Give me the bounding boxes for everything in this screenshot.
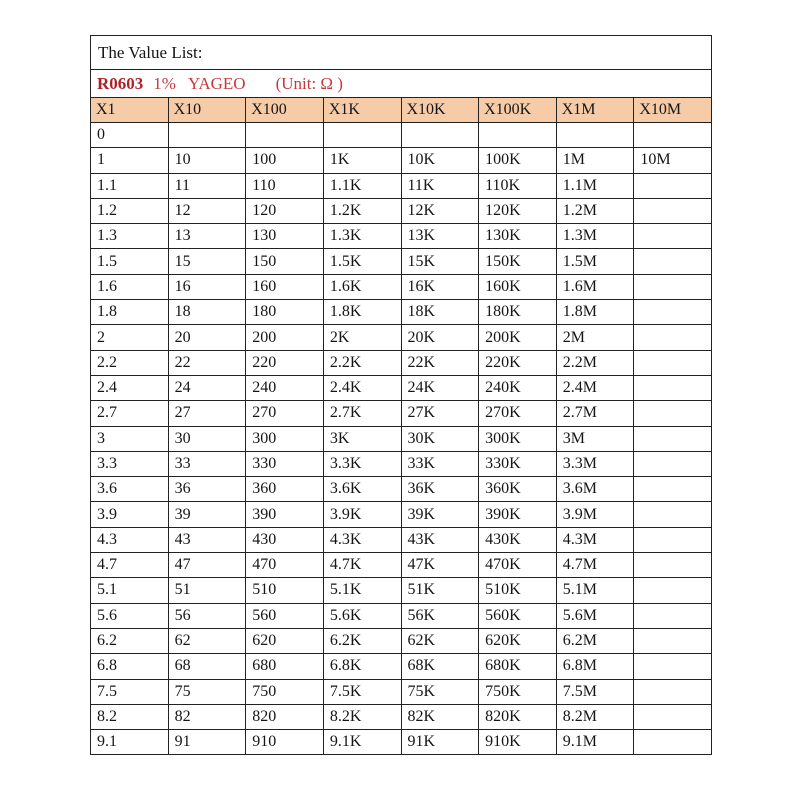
value-cell: 1.8M: [556, 300, 634, 325]
value-cell: 43K: [401, 527, 479, 552]
value-cell: 2.7K: [323, 401, 401, 426]
column-header: X100K: [479, 98, 557, 123]
value-cell: 2M: [556, 325, 634, 350]
table-row: [91, 249, 712, 274]
value-cell: 300: [246, 426, 324, 451]
value-cell: 1.2M: [556, 198, 634, 223]
value-cell: 330K: [479, 451, 557, 476]
value-cell: 2.2: [91, 350, 169, 375]
value-cell: 9.1: [91, 730, 169, 755]
value-cell: 4.7K: [323, 553, 401, 578]
page-title: The Value List:: [91, 36, 712, 70]
value-cell: 120: [246, 198, 324, 223]
value-cell: 36: [168, 477, 246, 502]
value-cell: 20K: [401, 325, 479, 350]
value-cell: 3.6: [91, 477, 169, 502]
value-cell: 1.5K: [323, 249, 401, 274]
value-cell: 1.6K: [323, 274, 401, 299]
value-cell: 360K: [479, 477, 557, 502]
value-cell: 47: [168, 553, 246, 578]
value-cell: 470K: [479, 553, 557, 578]
value-cell: 1.3K: [323, 224, 401, 249]
value-cell: 18K: [401, 300, 479, 325]
value-cell: 13K: [401, 224, 479, 249]
title-row: [91, 36, 712, 70]
value-cell: 2.2K: [323, 350, 401, 375]
column-header: X100: [246, 98, 324, 123]
table-row: [91, 578, 712, 603]
value-cell: 130K: [479, 224, 557, 249]
value-cell: 100K: [479, 148, 557, 173]
value-cell: 510K: [479, 578, 557, 603]
column-header: X10K: [401, 98, 479, 123]
value-cell: 11K: [401, 173, 479, 198]
value-cell: 100: [246, 148, 324, 173]
value-cell: 39: [168, 502, 246, 527]
table-row: [91, 451, 712, 476]
value-cell: [479, 123, 557, 148]
value-cell: 82: [168, 704, 246, 729]
value-cell: 360: [246, 477, 324, 502]
value-cell: 220: [246, 350, 324, 375]
value-cell: 10K: [401, 148, 479, 173]
value-cell: 110: [246, 173, 324, 198]
value-cell: 51K: [401, 578, 479, 603]
column-header: X1M: [556, 98, 634, 123]
value-cell: [634, 300, 712, 325]
value-cell: 39K: [401, 502, 479, 527]
value-cell: 200K: [479, 325, 557, 350]
value-cell: [634, 628, 712, 653]
value-cell: 62: [168, 628, 246, 653]
value-cell: 7.5K: [323, 679, 401, 704]
value-cell: 430K: [479, 527, 557, 552]
value-cell: 1.8: [91, 300, 169, 325]
value-cell: 62K: [401, 628, 479, 653]
value-cell: 27K: [401, 401, 479, 426]
table-row: [91, 325, 712, 350]
value-cell: 3.6M: [556, 477, 634, 502]
value-cell: 12K: [401, 198, 479, 223]
value-cell: 10M: [634, 148, 712, 173]
value-cell: [634, 249, 712, 274]
value-cell: 3.9M: [556, 502, 634, 527]
value-cell: [634, 730, 712, 755]
value-cell: 30: [168, 426, 246, 451]
value-cell: [634, 325, 712, 350]
value-cell: 56: [168, 603, 246, 628]
value-cell: 3.3: [91, 451, 169, 476]
value-cell: 1.6M: [556, 274, 634, 299]
value-cell: 4.3K: [323, 527, 401, 552]
value-cell: 12: [168, 198, 246, 223]
value-cell: 750: [246, 679, 324, 704]
tolerance-label: 1%: [153, 73, 176, 93]
value-cell: 11: [168, 173, 246, 198]
value-cell: 1.2: [91, 198, 169, 223]
value-cell: 4.3: [91, 527, 169, 552]
value-cell: 4.7: [91, 553, 169, 578]
value-cell: 7.5M: [556, 679, 634, 704]
value-cell: 22: [168, 350, 246, 375]
value-cell: 2.4M: [556, 375, 634, 400]
value-cell: 750K: [479, 679, 557, 704]
value-cell: 33K: [401, 451, 479, 476]
table-row: [91, 300, 712, 325]
value-cell: 270: [246, 401, 324, 426]
value-cell: 150: [246, 249, 324, 274]
value-cell: 6.2: [91, 628, 169, 653]
value-cell: [634, 375, 712, 400]
value-cell: 0: [91, 123, 169, 148]
value-cell: 3.6K: [323, 477, 401, 502]
value-cell: [634, 123, 712, 148]
value-cell: 200: [246, 325, 324, 350]
value-cell: 3.9K: [323, 502, 401, 527]
value-cell: 560K: [479, 603, 557, 628]
value-table: [90, 35, 712, 755]
value-cell: 5.1: [91, 578, 169, 603]
value-cell: [634, 451, 712, 476]
value-cell: 3: [91, 426, 169, 451]
value-cell: 1.2K: [323, 198, 401, 223]
value-cell: 43: [168, 527, 246, 552]
value-cell: 820K: [479, 704, 557, 729]
value-cell: 4.3M: [556, 527, 634, 552]
value-cell: 180: [246, 300, 324, 325]
value-cell: 18: [168, 300, 246, 325]
value-cell: 1.5: [91, 249, 169, 274]
value-cell: 120K: [479, 198, 557, 223]
value-cell: 2.4K: [323, 375, 401, 400]
table-row: [91, 224, 712, 249]
value-cell: [634, 502, 712, 527]
value-cell: [634, 578, 712, 603]
value-cell: [634, 401, 712, 426]
subtitle-row: [91, 70, 712, 98]
value-cell: 5.6: [91, 603, 169, 628]
value-cell: 5.6K: [323, 603, 401, 628]
value-cell: 75K: [401, 679, 479, 704]
value-cell: 1.1K: [323, 173, 401, 198]
value-cell: 2.2M: [556, 350, 634, 375]
value-cell: 330: [246, 451, 324, 476]
value-cell: 6.8K: [323, 654, 401, 679]
value-cell: 15: [168, 249, 246, 274]
value-cell: 3.3K: [323, 451, 401, 476]
value-cell: 20: [168, 325, 246, 350]
table-row: [91, 477, 712, 502]
value-cell: 27: [168, 401, 246, 426]
value-cell: 1K: [323, 148, 401, 173]
value-cell: 1M: [556, 148, 634, 173]
value-cell: 240K: [479, 375, 557, 400]
value-cell: 1: [91, 148, 169, 173]
value-cell: 130: [246, 224, 324, 249]
value-cell: 6.2M: [556, 628, 634, 653]
value-cell: 13: [168, 224, 246, 249]
value-cell: [634, 274, 712, 299]
value-cell: 160: [246, 274, 324, 299]
table-row: [91, 350, 712, 375]
value-cell: [168, 123, 246, 148]
value-cell: 620K: [479, 628, 557, 653]
value-cell: 10: [168, 148, 246, 173]
unit-label: (Unit: Ω ): [275, 73, 343, 93]
value-cell: 1.1: [91, 173, 169, 198]
value-cell: 430: [246, 527, 324, 552]
value-cell: [634, 603, 712, 628]
value-cell: 16: [168, 274, 246, 299]
value-cell: 560: [246, 603, 324, 628]
table-row: [91, 148, 712, 173]
value-cell: 82K: [401, 704, 479, 729]
column-header: X1K: [323, 98, 401, 123]
brand-label: YAGEO: [187, 73, 246, 93]
value-cell: [634, 173, 712, 198]
value-cell: 620: [246, 628, 324, 653]
column-header: X10: [168, 98, 246, 123]
value-cell: [634, 679, 712, 704]
value-cell: 36K: [401, 477, 479, 502]
column-header: X1: [91, 98, 169, 123]
table-row: [91, 274, 712, 299]
value-cell: 160K: [479, 274, 557, 299]
value-cell: 24K: [401, 375, 479, 400]
value-cell: 2.7M: [556, 401, 634, 426]
value-cell: 6.8M: [556, 654, 634, 679]
value-cell: 300K: [479, 426, 557, 451]
table-row: [91, 123, 712, 148]
column-header-row: [91, 98, 712, 123]
value-cell: 220K: [479, 350, 557, 375]
column-header: X10M: [634, 98, 712, 123]
value-cell: 5.1K: [323, 578, 401, 603]
value-cell: [323, 123, 401, 148]
value-cell: 390K: [479, 502, 557, 527]
table-row: [91, 173, 712, 198]
table-row: [91, 401, 712, 426]
value-cell: [556, 123, 634, 148]
value-cell: 9.1K: [323, 730, 401, 755]
value-cell: [634, 477, 712, 502]
value-cell: [634, 553, 712, 578]
value-cell: 6.2K: [323, 628, 401, 653]
subtitle: [91, 70, 712, 98]
value-cell: 51: [168, 578, 246, 603]
value-cell: [634, 224, 712, 249]
value-cell: 3.9: [91, 502, 169, 527]
part-code: R0603: [97, 73, 144, 93]
table-row: [91, 654, 712, 679]
value-cell: 91K: [401, 730, 479, 755]
value-cell: 240: [246, 375, 324, 400]
table-row: [91, 375, 712, 400]
value-cell: 8.2K: [323, 704, 401, 729]
value-cell: 5.1M: [556, 578, 634, 603]
value-cell: [634, 654, 712, 679]
value-cell: 22K: [401, 350, 479, 375]
value-cell: [634, 426, 712, 451]
value-cell: 270K: [479, 401, 557, 426]
value-cell: 47K: [401, 553, 479, 578]
value-cell: [401, 123, 479, 148]
value-cell: [634, 704, 712, 729]
value-cell: 6.8: [91, 654, 169, 679]
value-cell: 7.5: [91, 679, 169, 704]
table-row: [91, 426, 712, 451]
value-cell: 510: [246, 578, 324, 603]
value-cell: 2.7: [91, 401, 169, 426]
value-cell: 110K: [479, 173, 557, 198]
value-cell: 3K: [323, 426, 401, 451]
value-cell: [634, 350, 712, 375]
value-cell: 910K: [479, 730, 557, 755]
value-cell: [634, 527, 712, 552]
value-cell: 33: [168, 451, 246, 476]
value-cell: 8.2: [91, 704, 169, 729]
table-row: [91, 527, 712, 552]
value-cell: 1.3: [91, 224, 169, 249]
value-cell: 68K: [401, 654, 479, 679]
value-cell: 180K: [479, 300, 557, 325]
value-cell: 5.6M: [556, 603, 634, 628]
value-cell: 680: [246, 654, 324, 679]
value-cell: 24: [168, 375, 246, 400]
table-row: [91, 704, 712, 729]
value-cell: 2.4: [91, 375, 169, 400]
value-cell: 2K: [323, 325, 401, 350]
value-cell: 680K: [479, 654, 557, 679]
value-cell: 30K: [401, 426, 479, 451]
value-cell: 4.7M: [556, 553, 634, 578]
table-row: [91, 730, 712, 755]
value-cell: 56K: [401, 603, 479, 628]
table-row: [91, 502, 712, 527]
value-cell: 75: [168, 679, 246, 704]
value-cell: 3M: [556, 426, 634, 451]
value-cell: 1.3M: [556, 224, 634, 249]
table-row: [91, 628, 712, 653]
value-cell: 820: [246, 704, 324, 729]
table-row: [91, 198, 712, 223]
value-cell: 390: [246, 502, 324, 527]
value-cell: [246, 123, 324, 148]
value-cell: 150K: [479, 249, 557, 274]
value-cell: 15K: [401, 249, 479, 274]
value-cell: 91: [168, 730, 246, 755]
value-cell: 9.1M: [556, 730, 634, 755]
value-cell: 3.3M: [556, 451, 634, 476]
value-cell: 2: [91, 325, 169, 350]
value-cell: [634, 198, 712, 223]
value-cell: 1.8K: [323, 300, 401, 325]
value-cell: 16K: [401, 274, 479, 299]
table-row: [91, 603, 712, 628]
table-row: [91, 679, 712, 704]
value-cell: 1.6: [91, 274, 169, 299]
table-row: [91, 553, 712, 578]
value-cell: 68: [168, 654, 246, 679]
value-cell: 1.1M: [556, 173, 634, 198]
value-cell: 1.5M: [556, 249, 634, 274]
value-cell: 910: [246, 730, 324, 755]
value-cell: 8.2M: [556, 704, 634, 729]
value-cell: 470: [246, 553, 324, 578]
